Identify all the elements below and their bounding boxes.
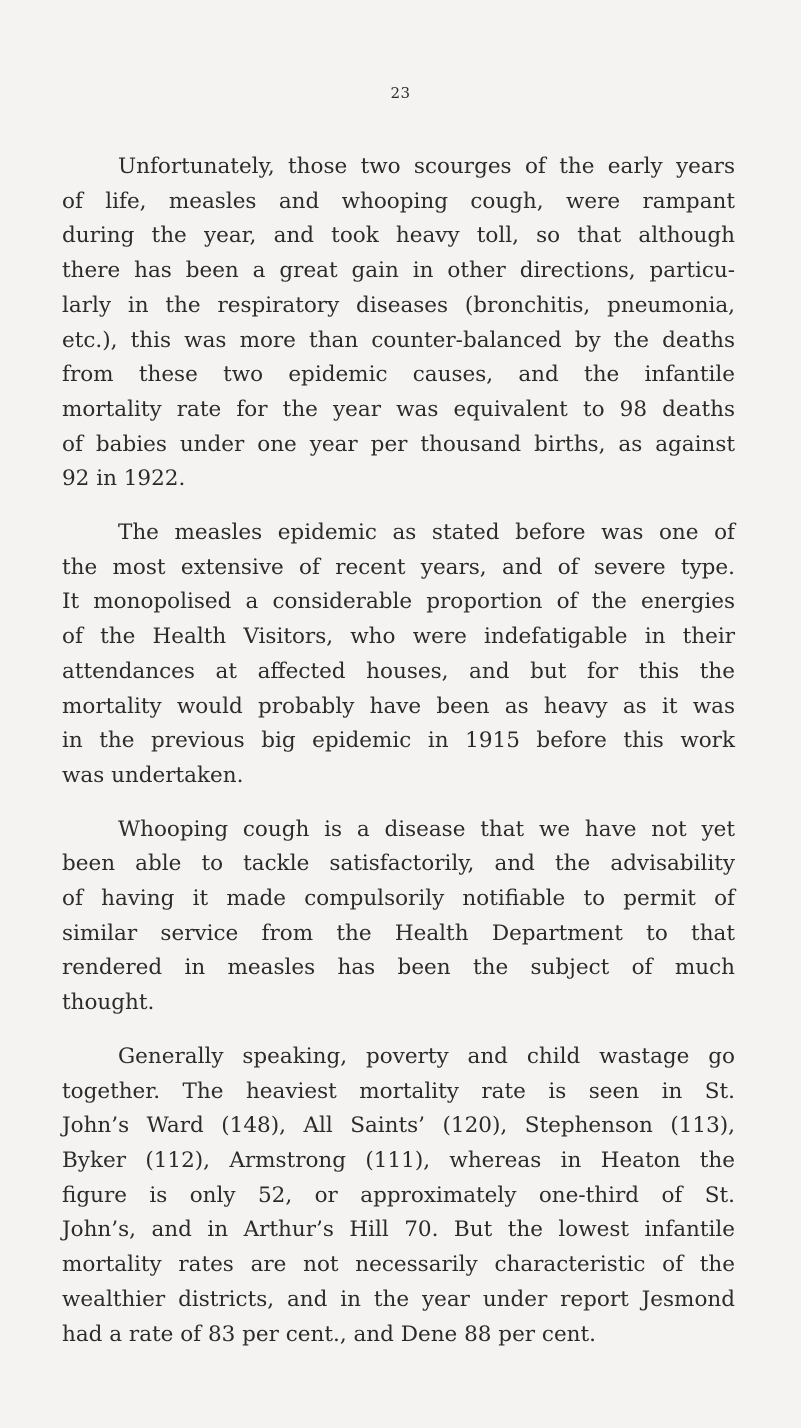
text-line: larly in the respiratory diseases (bronchitis, pneumonia, (62, 292, 735, 318)
text-line: John’s Ward (148), All Saints’ (120), Stephenson (113), (62, 1113, 735, 1139)
body-text (62, 150, 735, 1352)
text-line: figure is only 52, or approximately one-third of St. (62, 1182, 735, 1208)
text-line: John’s, and in Arthur’s Hill 70. But the lowest infantile (62, 1217, 735, 1243)
text-line: had a rate of 83 per cent., and Dene 88 per cent. (62, 1321, 596, 1347)
paragraph-whooping-measles-toll (62, 150, 735, 497)
text-line: of life, measles and whooping cough, were rampant (62, 188, 735, 214)
text-line: thought. (62, 990, 155, 1016)
text-line: The measles epidemic as stated before was one of (118, 520, 735, 546)
text-line: mortality rate for the year was equivalent to 98 deaths (62, 396, 735, 422)
page-number: 23 (390, 84, 411, 102)
text-line: during the year, and took heavy toll, so that although (62, 223, 735, 249)
text-line: of babies under one year per thousand births, as against (62, 431, 735, 457)
text-line: 92 in 1922. (62, 466, 186, 492)
text-line: etc.), this was more than counter-balanced by the deaths (62, 327, 735, 353)
text-line: Unfortunately, those two scourges of the early years (118, 154, 735, 179)
text-line: there has been a great gain in other directions, particu- (62, 258, 735, 284)
text-line: was undertaken. (62, 762, 244, 788)
text-line: It monopolised a considerable proportion of the energies (62, 589, 735, 615)
text-line: wealthier districts, and in the year under report Jesmond (62, 1286, 735, 1312)
text-line: in the previous big epidemic in 1915 before this work (62, 728, 735, 754)
text-line: together. The heaviest mortality rate is seen in St. (62, 1078, 735, 1104)
text-line: similar service from the Health Department to that (62, 920, 735, 946)
text-line: from these two epidemic causes, and the infantile (62, 362, 735, 388)
text-line: Whooping cough is a disease that we have not yet (118, 816, 735, 842)
text-line: of the Health Visitors, who were indefatigable in their (62, 624, 735, 650)
text-line: Byker (112), Armstrong (111), whereas in Heaton the (62, 1147, 735, 1173)
text-line: rendered in measles has been the subject of much (62, 955, 735, 981)
text-line: mortality would probably have been as heavy as it was (62, 693, 735, 719)
paragraph-poverty-wastage (62, 1040, 735, 1352)
text-line: Generally speaking, poverty and child wastage go (118, 1043, 735, 1069)
text-line: of having it made compulsorily notifiable to permit of (62, 886, 735, 912)
text-line: mortality rates are not necessarily characteristic of the (62, 1252, 735, 1278)
text-line: attendances at affected houses, and but for this the (62, 658, 735, 684)
text-line: the most extensive of recent years, and of severe type. (62, 554, 735, 580)
paragraph-whooping-cough (62, 813, 735, 1021)
paragraph-measles-epidemic (62, 516, 735, 794)
text-line: been able to tackle satisfactorily, and the advisability (62, 851, 735, 877)
